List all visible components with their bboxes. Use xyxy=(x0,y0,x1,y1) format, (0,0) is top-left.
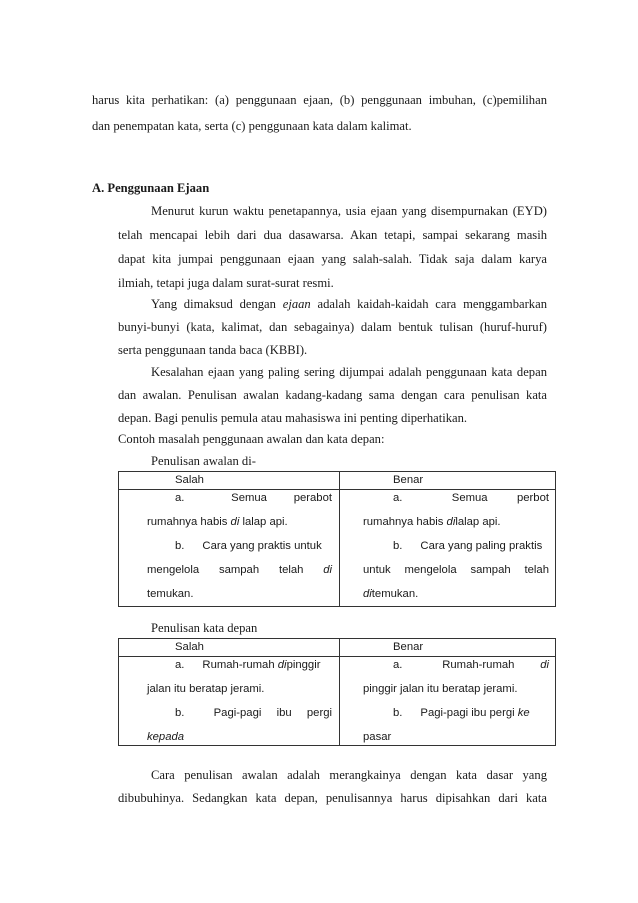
salah-b-line-1: b. Pagi-pagi ibu pergi xyxy=(175,707,333,719)
p2-line-3: serta penggunaan tanda baca (KBBI). xyxy=(118,343,308,357)
salah-b-line-2: kepada xyxy=(147,731,185,743)
p3-line-3: depan. Bagi penulis pemula atau mahasiswa ini penting diperhatikan. xyxy=(118,411,468,425)
salah-a-line-2: rumahnya habis di lalap api. xyxy=(147,516,288,528)
col-header-benar: Benar xyxy=(393,641,424,653)
benar-b-line-3: ditemukan. xyxy=(363,588,419,600)
p1-line-4: ilmiah, tetapi juga dalam surat-surat resmi. xyxy=(118,276,334,290)
column-divider xyxy=(339,472,340,606)
table-awalan xyxy=(118,471,556,607)
benar-a-line-1: a. Rumah-rumah di xyxy=(393,659,550,671)
table-kata-depan xyxy=(118,638,556,746)
benar-a-line-1: a. Semua perbot xyxy=(393,492,550,504)
benar-b-line-2: untuk mengelola sampah telah xyxy=(363,564,549,576)
contoh-line: Contoh masalah penggunaan awalan dan kata depan: xyxy=(118,432,385,446)
p1-line-1: Menurut kurun waktu penetapannya, usia ejaan yang disempurnakan (EYD) xyxy=(151,204,547,218)
section-heading: A. Penggunaan Ejaan xyxy=(92,181,210,195)
p1-line-3: dapat kita jumpai penggunaan ejaan yang salah-salah. Tidak saja dalam karya xyxy=(118,252,547,266)
salah-b-line-1: b. Cara yang praktis untuk xyxy=(175,540,322,552)
salah-a-line-2: jalan itu beratap jerami. xyxy=(147,683,265,695)
benar-b-line-1: b. Cara yang paling praktis xyxy=(393,540,543,552)
closing-line-1: Cara penulisan awalan adalah merangkainya dengan kata dasar yang xyxy=(151,768,547,782)
benar-b-line-2: pasar xyxy=(363,731,392,743)
col-header-salah: Salah xyxy=(175,641,204,653)
column-divider xyxy=(339,639,340,745)
salah-b-line-2: mengelola sampah telah di xyxy=(147,564,333,576)
p2-line-1: Yang dimaksud dengan ejaan adalah kaidah-kaidah cara menggambarkan xyxy=(151,297,547,311)
intro-line-1: harus kita perhatikan: (a) penggunaan ejaan, (b) penggunaan imbuhan, (c)pemilihan xyxy=(92,93,547,107)
intro-line-2: dan penempatan kata, serta (c) penggunaan kata dalam kalimat. xyxy=(92,119,412,133)
benar-b-line-1: b. Pagi-pagi ibu pergi ke xyxy=(393,707,530,719)
benar-a-line-2: rumahnya habis dilalap api. xyxy=(363,516,501,528)
salah-a-line-1: a. Semua perabot xyxy=(175,492,333,504)
col-header-salah: Salah xyxy=(175,474,204,486)
p1-line-2: telah mencapai lebih dari dua dasawarsa. Akan tetapi, sampai sekarang masih xyxy=(118,228,547,242)
closing-line-2: dibubuhinya. Sedangkan kata depan, penulisannya harus dipisahkan dari kata xyxy=(118,791,547,805)
col-header-benar: Benar xyxy=(393,474,424,486)
salah-a-line-1: a. Rumah-rumah dipinggir xyxy=(175,659,321,671)
p2-line-2: bunyi-bunyi (kata, kalimat, dan sebagainya) dalam bentuk tulisan (huruf-huruf) xyxy=(118,320,547,334)
subheading-kata-depan: Penulisan kata depan xyxy=(151,621,258,635)
p3-line-1: Kesalahan ejaan yang paling sering dijumpai adalah penggunaan kata depan xyxy=(151,365,547,379)
benar-a-line-2: pinggir jalan itu beratap jerami. xyxy=(363,683,518,695)
p3-line-2: dan awalan. Penulisan awalan kadang-kadang sama dengan cara penulisan kata xyxy=(118,388,547,402)
subheading-awalan: Penulisan awalan di- xyxy=(151,454,256,468)
salah-b-line-3: temukan. xyxy=(147,588,194,600)
